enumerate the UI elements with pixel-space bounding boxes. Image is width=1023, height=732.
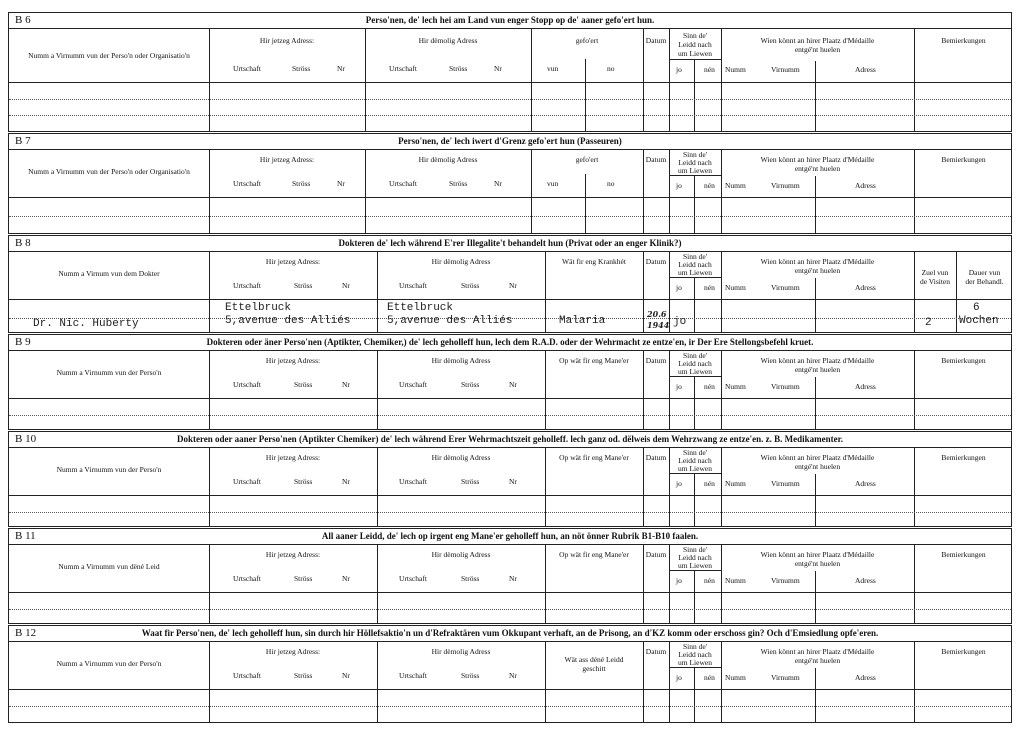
header-medal-2: entgé'nt huelen [794,462,841,471]
header-datum: Datum [645,36,667,45]
header-numm: Numm [725,382,746,391]
header-datum: Datum [645,155,667,164]
header-sinn-2: Leidd nach [678,553,712,562]
header-adress: Adress [855,283,876,292]
header-nr: Nr [509,380,517,389]
header-vun: vun [547,179,559,188]
header-sinn-2: Leidd nach [678,359,712,368]
header-strass: Ströss [449,179,468,188]
header-former-address: Hir dèmolig Adress [418,36,478,45]
header-strass: Ströss [294,574,313,583]
header-name: Numm a Virnumm vun dëné Leid [58,562,160,571]
header-jo: jo [676,576,682,585]
header-virnumm: Virnumm [771,382,800,391]
header-adress: Adress [855,65,876,74]
header-sinn-3: um Liewen [678,464,712,473]
header-datum: Datum [645,550,667,559]
section-b11 [8,528,1012,624]
header-ortschaft: Urtschaft [233,574,261,583]
header-adress: Adress [855,479,876,488]
header-nen: nén [704,181,715,190]
header-virnumm: Virnumm [771,65,800,74]
header-strass: Ströss [461,477,480,486]
header-manier: Op wät fir eng Mane'er [559,453,629,462]
header-name: Numm a Virnum vun dem Dokter [58,269,160,278]
column-header-row [9,150,1011,198]
visits-count: 2 [925,317,932,329]
header-ortschaft: Urtschaft [233,281,261,290]
header-sinn-2: Leidd nach [678,260,712,269]
header-adress: Adress [855,382,876,391]
header-numm: Numm [725,181,746,190]
section-b6 [8,12,1012,132]
header-adress: Adress [855,673,876,682]
header-sinn-3: um Liewen [678,367,712,376]
header-ortschaft: Urtschaft [399,574,427,583]
header-jo: jo [676,283,682,292]
former-street: 5,avenue des Alliés [387,315,513,327]
header-strass: Ströss [449,64,468,73]
section-code: B 9 [15,336,31,348]
header-former-address: Hir dèmolig Adress [431,257,491,266]
form-page [8,12,1012,724]
header-strass: Ströss [294,477,313,486]
section-code: B 10 [15,433,37,445]
header-strass: Ströss [461,671,480,680]
header-sinn-1: Sinn de' [682,252,708,261]
section-b10 [8,431,1012,527]
header-dauer-2: der Behandl. [965,277,1004,286]
header-nr: Nr [494,179,502,188]
column-header-row [9,351,1011,399]
header-strass: Ströss [461,281,480,290]
header-nen: nén [704,283,715,292]
header-datum: Datum [645,356,667,365]
section-title: Dokteren de' lech während E'rer Illegalite't behandelt hun (Privat oder an enger Klinik?) [338,238,682,248]
header-bemierkungen: Bemierkungen [941,356,986,365]
header-datum: Datum [645,453,667,462]
header-current-address: Hir jetzeg Adress: [259,155,315,164]
header-current-address: Hir jetzeg Adress: [265,356,321,365]
header-numm: Numm [725,673,746,682]
header-sinn-2: Leidd nach [678,650,712,659]
header-datum: Datum [645,257,667,266]
column-header-row [9,642,1011,690]
header-nen: nén [704,576,715,585]
header-ortschaft: Urtschaft [399,281,427,290]
header-numm: Numm [725,283,746,292]
header-former-address: Hir dèmolig Adress [431,453,491,462]
header-current-address: Hir jetzeg Adress: [259,36,315,45]
header-sinn-3: um Liewen [678,268,712,277]
section-title: Waat fir Perso'nen, de' lech geholleff hun, sin durch hir Höllefsaktio'n un d'Refraktären vum Okkupant verhaft, an de Prisong, an d'KZ komm oder erschoss gin? Och d'Emsiedlung opfe'eren. [141,628,879,638]
section-code: B 11 [15,530,36,542]
header-name: Numm a Virnumm vun der Perso'n [56,465,162,474]
header-strass: Ströss [292,179,311,188]
header-nr: Nr [342,671,350,680]
header-name: Numm a Virnumm vun der Perso'n oder Organisatio'n [28,167,190,176]
header-manier: Op wät fir eng Mane'er [559,550,629,559]
header-nr: Nr [342,281,350,290]
header-jo: jo [676,382,682,391]
header-ortschaft: Urtschaft [399,671,427,680]
section-code: B 6 [15,14,31,26]
header-nr: Nr [342,477,350,486]
section-header [9,134,1011,150]
alive-value: jo [673,316,687,328]
section-title: All aaner Leidd, de' lech op irgent eng Mane'er geholleff hun, an nöt önner Rubrik B1-B10 faalen. [321,531,699,541]
header-adress: Adress [855,576,876,585]
section-code: B 7 [15,135,31,147]
section-header [9,529,1011,545]
header-nen: nén [704,673,715,682]
header-numm: Numm [725,479,746,488]
header-medal-1: Wien könnt an hirer Plaatz d'Médaille [760,550,875,559]
header-nen: nén [704,65,715,74]
header-ortschaft: Urtschaft [233,477,261,486]
header-current-address: Hir jetzeg Adress: [265,257,321,266]
header-zuel-2: de Visiten [919,277,951,286]
duration-unit: Wochen [959,315,999,327]
header-sinn-3: um Liewen [678,658,712,667]
header-sinn-3: um Liewen [678,166,712,175]
header-bemierkungen: Bemierkungen [941,155,986,164]
header-dauer-1: Dauer vun [968,268,1001,277]
header-jo: jo [676,65,682,74]
header-gefoert: gefo'ert [575,36,599,45]
header-sinn-3: um Liewen [678,561,712,570]
header-nen: nén [704,382,715,391]
header-zuel-1: Zuel vun [921,268,949,277]
header-strass: Ströss [461,380,480,389]
header-medal-2: entgé'nt huelen [794,266,841,275]
treatment-date-year: 1944 [647,320,670,330]
header-nr: Nr [337,179,345,188]
header-nr: Nr [509,671,517,680]
duration-number: 6 [973,302,980,314]
doctor-name: Dr. Nic. Huberty [33,318,139,330]
header-bemierkungen: Bemierkungen [941,453,986,462]
column-header-row [9,29,1011,83]
section-b12 [8,625,1012,723]
header-datum: Datum [645,647,667,656]
header-sinn-2: Leidd nach [678,40,712,49]
header-jo: jo [676,673,682,682]
header-sinn-1: Sinn de' [682,351,708,360]
header-ortschaft: Urtschaft [233,64,261,73]
header-former-address: Hir dèmolig Adress [431,356,491,365]
header-bemierkungen: Bemierkungen [941,36,986,45]
header-former-address: Hir dèmolig Adress [431,647,491,656]
header-nr: Nr [509,574,517,583]
header-former-address: Hir dèmolig Adress [418,155,478,164]
former-town: Ettelbruck [387,302,454,314]
header-strass: Ströss [294,380,313,389]
section-header [9,13,1011,29]
header-krankheet: Wät fir eng Krankhét [562,257,626,266]
header-sinn-1: Sinn de' [682,545,708,554]
header-ortschaft: Urtschaft [399,380,427,389]
header-virnumm: Virnumm [771,576,800,585]
header-sinn-1: Sinn de' [682,448,708,457]
header-adress: Adress [855,181,876,190]
header-name: Numm a Virnumm vun der Perso'n [56,368,162,377]
header-sinn-1: Sinn de' [682,150,708,159]
header-medal-2: entgé'nt huelen [794,365,841,374]
header-nr: Nr [509,477,517,486]
section-title: Dokteren oder äner Perso'nen (Aptikter, Chemiker,) de' lech geholleff hun, lech dem R.A.D. oder der Wehrmacht ze entze'en, ir Der Ere Stellongsbefehl kruet. [206,337,814,347]
header-medal-1: Wien könnt an hirer Plaatz d'Médaille [760,155,875,164]
header-medal-1: Wien könnt an hirer Plaatz d'Médaille [760,36,875,45]
header-jo: jo [676,479,682,488]
header-medal-2: entgé'nt huelen [794,164,841,173]
header-strass: Ströss [461,574,480,583]
header-no: no [607,64,615,73]
header-bemierkungen: Bemierkungen [941,647,986,656]
section-header [9,626,1011,642]
column-header-row [9,448,1011,496]
header-sinn-1: Sinn de' [682,31,708,40]
header-nr: Nr [509,281,517,290]
header-wat-geschitt-1: Wät ass déné Leidd [564,655,624,664]
current-town: Ettelbruck [225,302,292,314]
section-b8 [8,235,1012,333]
header-ortschaft: Urtschaft [233,179,261,188]
current-street: 5,avenue des Alliés [225,315,351,327]
header-medal-1: Wien könnt an hirer Plaatz d'Médaille [760,356,875,365]
header-numm: Numm [725,65,746,74]
header-virnumm: Virnumm [771,479,800,488]
header-medal-1: Wien könnt an hirer Plaatz d'Médaille [760,647,875,656]
header-sinn-2: Leidd nach [678,456,712,465]
header-nr: Nr [342,574,350,583]
header-virnumm: Virnumm [771,673,800,682]
section-header [9,335,1011,351]
header-ortschaft: Urtschaft [233,671,261,680]
section-code: B 8 [15,237,31,249]
header-virnumm: Virnumm [771,181,800,190]
section-code: B 12 [15,627,37,639]
header-nr: Nr [342,380,350,389]
header-vun: vun [547,64,559,73]
section-b9 [8,334,1012,430]
header-wat-geschitt-2: geschitt [582,664,606,673]
treatment-date-day: 20.6 [647,309,667,319]
header-ortschaft: Urtschaft [389,64,417,73]
header-current-address: Hir jetzeg Adress: [265,647,321,656]
header-manier: Op wät fir eng Mane'er [559,356,629,365]
header-sinn-2: Leidd nach [678,158,712,167]
section-header [9,432,1011,448]
section-title: Dokteren oder aaner Perso'nen (Aptikter Chemiker) de' lech während Erer Wehrmachtszeit geholleff. lech ganz od. dëlweis dem Wehrzwang ze entze'en. z. B. Medikamenter. [176,434,844,444]
header-bemierkungen: Bemierkungen [941,550,986,559]
header-name: Numm a Virnumm vun der Perso'n oder Organisatio'n [28,51,190,60]
header-ortschaft: Urtschaft [389,179,417,188]
column-header-row [9,252,1011,300]
header-medal-1: Wien könnt an hirer Plaatz d'Médaille [760,257,875,266]
header-strass: Ströss [292,64,311,73]
header-name: Numm a Virnumm vun der Perso'n [56,659,162,668]
header-medal-1: Wien könnt an hirer Plaatz d'Médaille [760,453,875,462]
header-nr: Nr [494,64,502,73]
header-numm: Numm [725,576,746,585]
header-medal-2: entgé'nt huelen [794,656,841,665]
header-current-address: Hir jetzeg Adress: [265,453,321,462]
header-medal-2: entgé'nt huelen [794,45,841,54]
header-strass: Ströss [294,671,313,680]
header-medal-2: entgé'nt huelen [794,559,841,568]
section-b7 [8,133,1012,234]
section-title: Perso'nen, de' lech iwert d'Grenz gefo'ert hun (Passeuren) [398,136,622,146]
section-title: Perso'nen, de' lech hei am Land vun enger Stopp op de' aaner gefo'ert hun. [365,15,655,25]
header-strass: Ströss [294,281,313,290]
header-nen: nén [704,479,715,488]
header-ortschaft: Urtschaft [233,380,261,389]
illness: Malaria [559,315,606,327]
header-current-address: Hir jetzeg Adress: [265,550,321,559]
header-no: no [607,179,615,188]
section-header [9,236,1011,252]
header-ortschaft: Urtschaft [399,477,427,486]
header-sinn-1: Sinn de' [682,642,708,651]
header-jo: jo [676,181,682,190]
header-gefoert: gefo'ert [575,155,599,164]
header-virnumm: Virnumm [771,283,800,292]
column-header-row [9,545,1011,593]
header-former-address: Hir dèmolig Adress [431,550,491,559]
header-sinn-3: um Liewen [678,49,712,58]
header-nr: Nr [337,64,345,73]
